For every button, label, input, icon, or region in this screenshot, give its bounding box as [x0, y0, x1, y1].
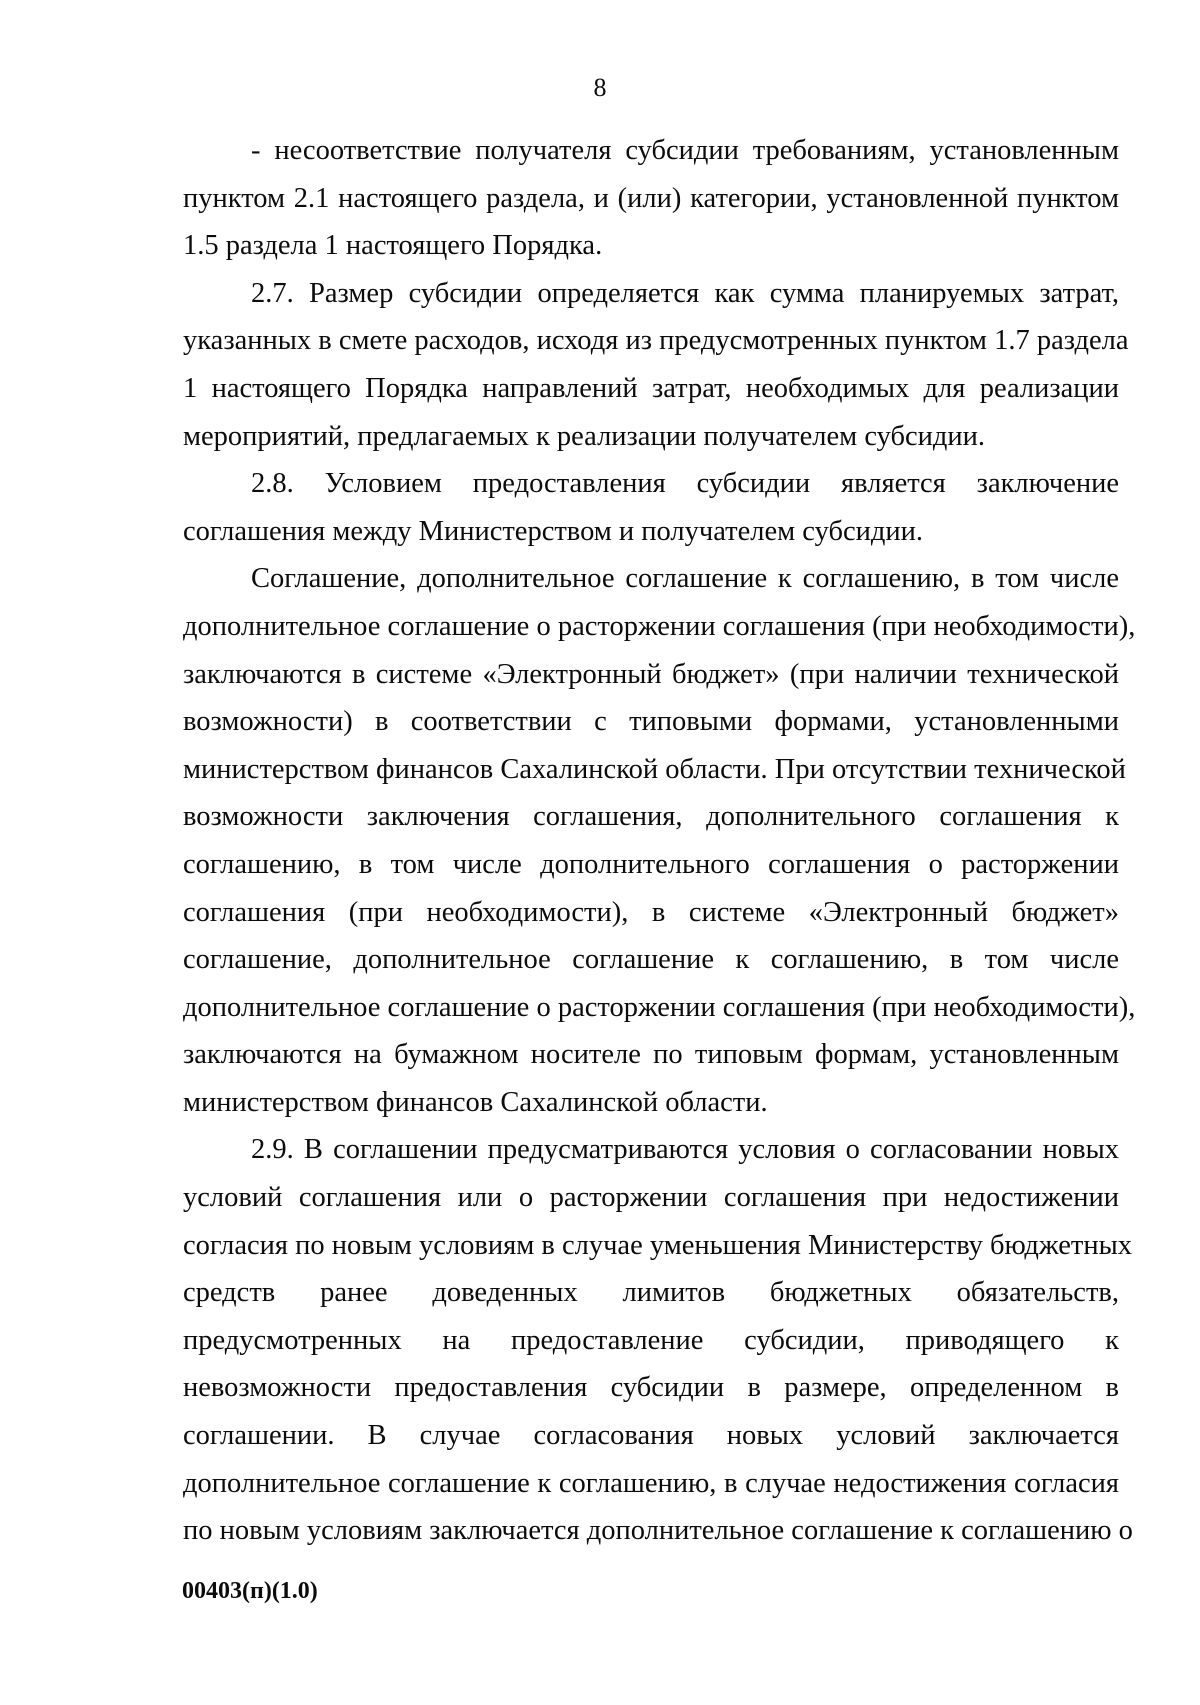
text-line: - несоответствие получателя субсидии требованиям, установленным [251, 135, 1119, 166]
paragraph-2-7 [183, 270, 1129, 460]
text-line: заключаются на бумажном носителе по типовым формам, установленным [183, 1039, 1119, 1071]
text-line: дополнительное соглашение о расторжении соглашения (при необходимости), [183, 991, 1136, 1023]
paragraph-2-9 [183, 1126, 1133, 1554]
text-line: соглашению, в том числе дополнительного соглашения о расторжении [183, 848, 1119, 880]
text-line: 1 настоящего Порядка направлений затрат, необходимых для реализации [183, 372, 1119, 404]
text-line: соглашение, дополнительное соглашение к соглашению, в том числе [183, 944, 1119, 976]
paragraph-agreement [183, 555, 1136, 1126]
text-line: Соглашение, дополнительное соглашение к соглашению, в том числе [251, 563, 1119, 595]
text-line: 2.9. В соглашении предусматриваются условия о согласовании новых [251, 1134, 1119, 1166]
page-number: 8 [593, 73, 607, 102]
text-line: министерством финансов Сахалинской области. [183, 1086, 768, 1118]
text-line: возможности) в соответствии с типовыми формами, установленными [183, 706, 1119, 738]
text-line: соглашения между Министерством и получателем субсидии. [183, 515, 923, 547]
document-body [183, 127, 1136, 1555]
text-line: пунктом 2.1 настоящего раздела, и (или) категории, установленной пунктом [183, 182, 1119, 214]
paragraph-2-8 [183, 460, 1119, 555]
text-line: указанных в смете расходов, исходя из предусмотренных пунктом 1.7 раздела [183, 325, 1129, 357]
document-code: 00403(п)(1.0) [182, 1578, 318, 1604]
text-line: согласия по новым условиям в случае уменьшения Министерству бюджетных [183, 1229, 1132, 1261]
paragraph-bullet-requirements [183, 127, 1119, 270]
text-line: соглашении. В случае согласования новых условий заключается [183, 1420, 1119, 1452]
text-line: министерством финансов Сахалинской области. При отсутствии технической [183, 753, 1126, 785]
text-line: заключаются в системе «Электронный бюджет» (при наличии технической [183, 658, 1119, 690]
text-line: 2.7. Размер субсидии определяется как сумма планируемых затрат, [251, 277, 1119, 309]
text-line: средств ранее доведенных лимитов бюджетных обязательств, [183, 1277, 1119, 1309]
text-line: дополнительное соглашение к соглашению, в случае недостижения согласия [183, 1467, 1119, 1499]
text-line: предусмотренных на предоставление субсидии, приводящего к [183, 1324, 1119, 1356]
text-line: 2.8. Условием предоставления субсидии является заключение [251, 468, 1119, 500]
text-line: дополнительное соглашение о расторжении соглашения (при необходимости), [183, 610, 1136, 642]
text-line: условий соглашения или о расторжении соглашения при недостижении [183, 1182, 1119, 1214]
text-line: соглашения (при необходимости), в системе «Электронный бюджет» [183, 896, 1119, 928]
text-line: 1.5 раздела 1 настоящего Порядка. [183, 230, 603, 262]
text-line: мероприятий, предлагаемых к реализации получателем субсидии. [183, 420, 985, 452]
text-line: невозможности предоставления субсидии в размере, определенном в [183, 1372, 1119, 1404]
text-line: возможности заключения соглашения, дополнительного соглашения к [183, 801, 1119, 833]
text-line: по новым условиям заключается дополнительное соглашение к соглашению о [183, 1515, 1133, 1547]
